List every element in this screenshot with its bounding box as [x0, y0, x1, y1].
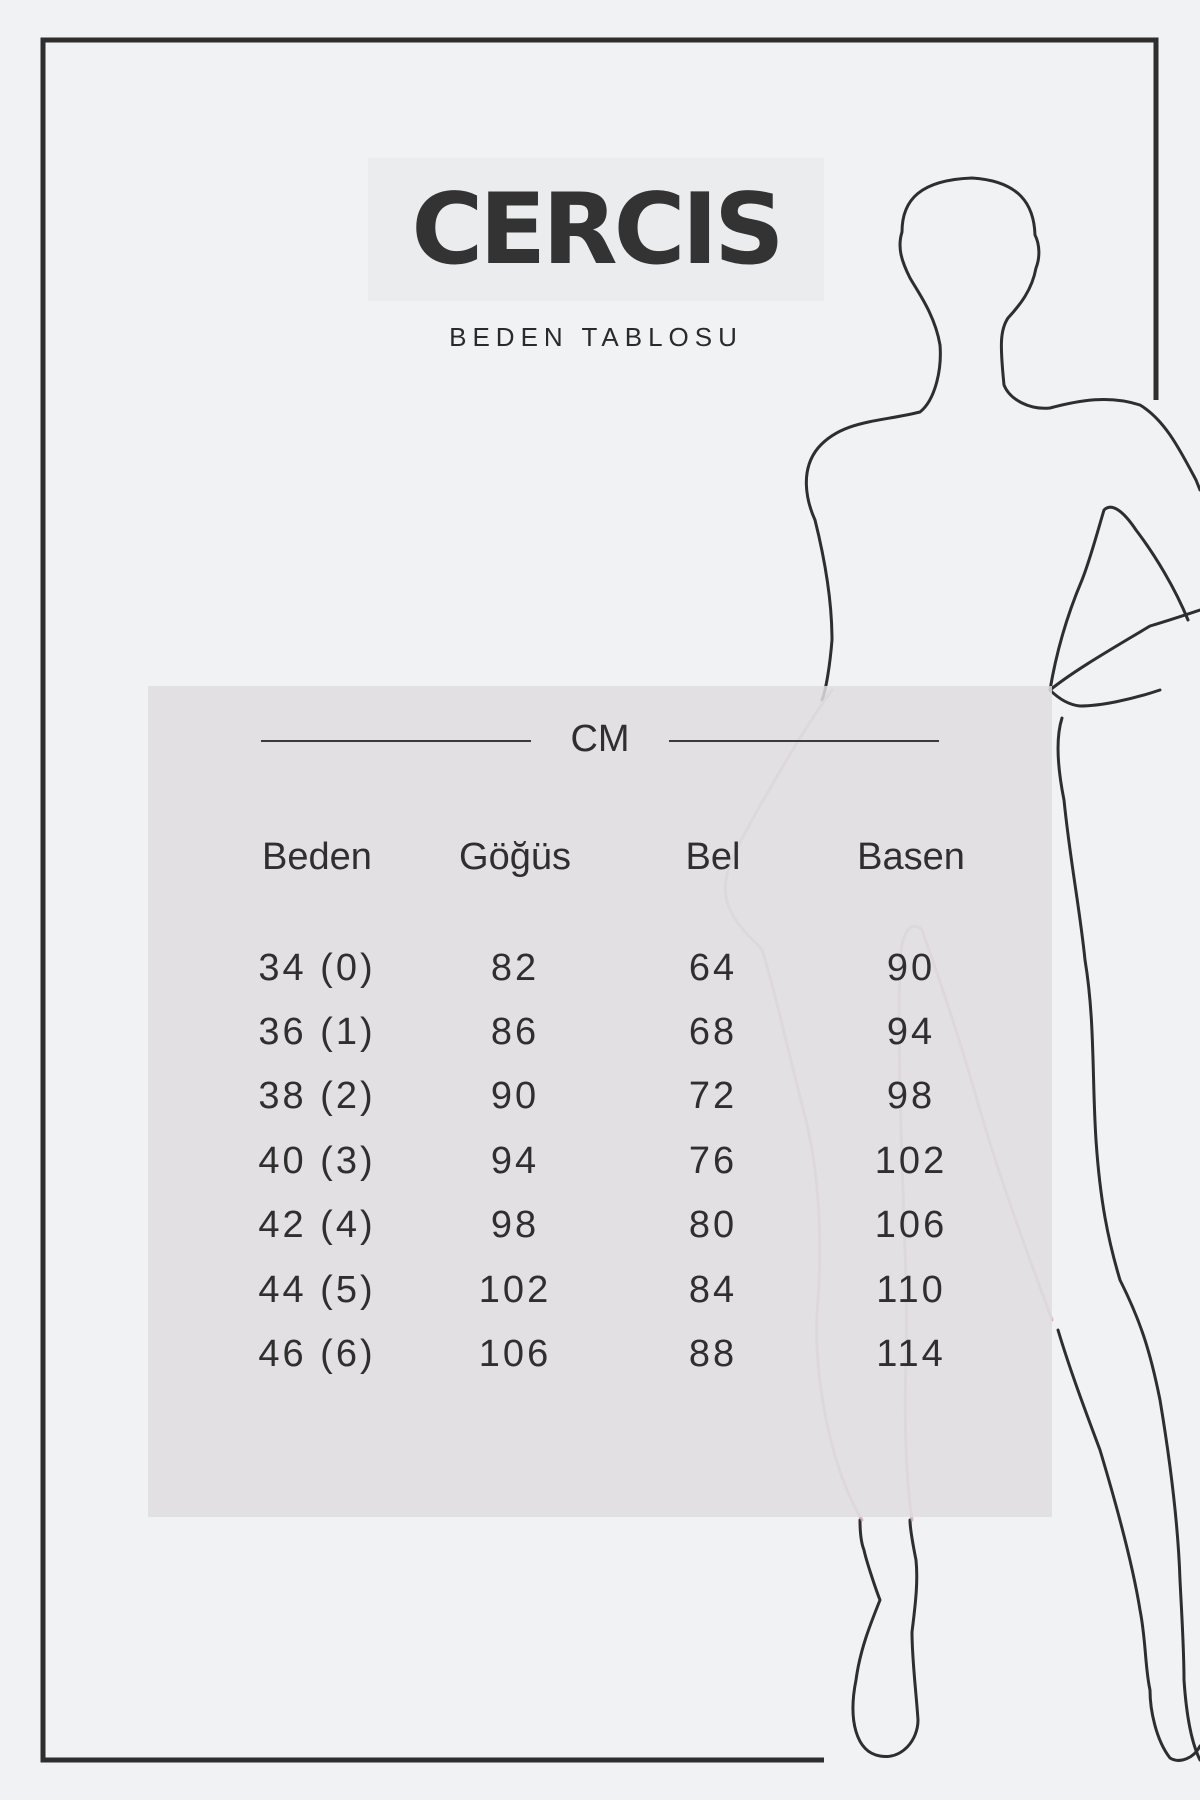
cell-waist: 76: [688, 1139, 738, 1182]
header-basen: Basen: [857, 835, 965, 878]
cell-hip: 110: [876, 1268, 946, 1311]
cell-chest: 82: [490, 946, 540, 989]
cell-size: 40 (3): [258, 1139, 376, 1182]
table-row: [218, 1065, 1010, 1129]
table-row: [218, 1258, 1010, 1322]
cell-chest: 86: [490, 1011, 540, 1054]
cell-chest: 98: [490, 1204, 540, 1247]
table-row: [218, 1194, 1010, 1258]
size-table: [218, 816, 1010, 1387]
cell-waist: 72: [688, 1075, 738, 1118]
cell-hip: 90: [886, 946, 936, 989]
cell-size: 38 (2): [258, 1075, 376, 1118]
cell-size: 36 (1): [258, 1011, 376, 1054]
table-row: [218, 1129, 1010, 1193]
unit-divider-left: [261, 740, 531, 742]
cell-chest: 90: [490, 1075, 540, 1118]
cell-waist: 64: [688, 946, 738, 989]
cell-chest: 94: [490, 1139, 540, 1182]
cell-size: 34 (0): [258, 946, 376, 989]
table-row: [218, 936, 1010, 1000]
cell-hip: 102: [874, 1139, 948, 1182]
cell-waist: 84: [688, 1268, 738, 1311]
header-bel: Bel: [685, 835, 741, 878]
brand-name: CERCIS: [411, 172, 781, 287]
cell-chest: 106: [478, 1333, 552, 1376]
cell-size: 42 (4): [258, 1204, 376, 1247]
cell-chest: 102: [478, 1268, 552, 1311]
unit-label: CM: [570, 718, 630, 760]
size-chart-panel: [148, 686, 1052, 1517]
header-gogus: Göğüs: [459, 835, 571, 878]
table-row: [218, 1322, 1010, 1386]
unit-divider-right: [669, 740, 939, 742]
cell-hip: 98: [886, 1075, 936, 1118]
cell-hip: 114: [876, 1333, 946, 1376]
page-title: BEDEN TABLOSU: [449, 322, 743, 352]
header-beden: Beden: [262, 835, 372, 878]
cell-hip: 106: [874, 1204, 948, 1247]
table-row: [218, 1000, 1010, 1064]
table-header-row: [218, 816, 1010, 898]
cell-size: 46 (6): [258, 1333, 376, 1376]
cell-size: 44 (5): [258, 1268, 376, 1311]
cell-waist: 68: [688, 1011, 738, 1054]
cell-hip: 94: [886, 1011, 936, 1054]
brand-logo: [368, 158, 824, 301]
cell-waist: 88: [688, 1333, 738, 1376]
cell-waist: 80: [688, 1204, 738, 1247]
